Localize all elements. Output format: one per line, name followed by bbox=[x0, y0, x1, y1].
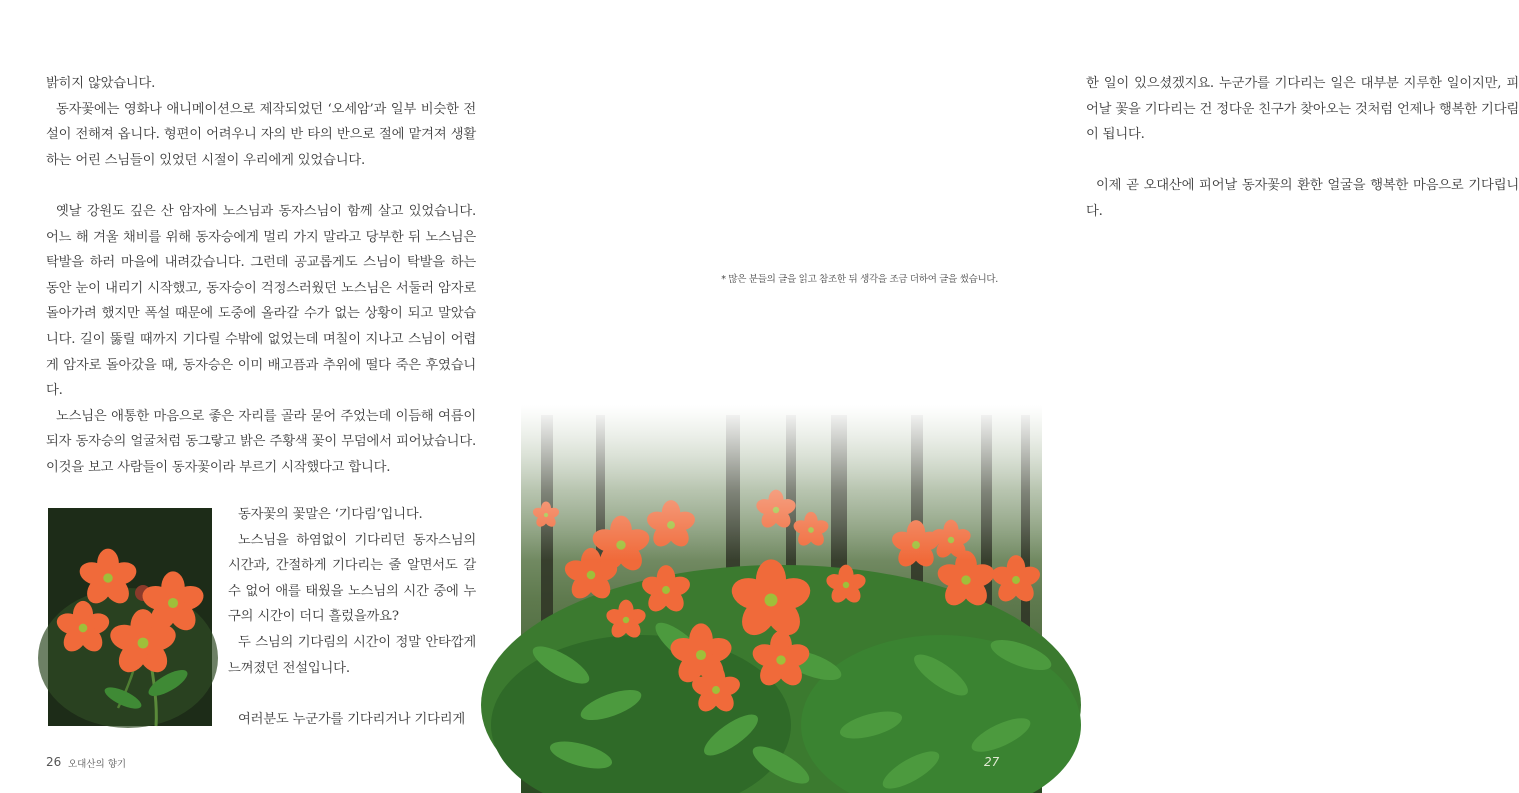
left-page bbox=[0, 0, 521, 793]
paragraph: 한 일이 있으셨겠지요. 누군가를 기다리는 일은 대부분 지루한 일이지만, 피어날 꽃을 기다리는 건 정다운 친구가 찾아오는 것처럼 언제나 행복한 기다림이 됩니다. bbox=[1086, 76, 1519, 143]
left-main-text bbox=[46, 71, 476, 481]
left-side-text bbox=[228, 502, 476, 732]
footnote: * 많은 분들의 글을 읽고 참조한 뒤 생각을 조금 더하여 글을 썼습니다. bbox=[721, 274, 998, 285]
paragraph-gap bbox=[1086, 148, 1519, 174]
small-flower-photo bbox=[48, 508, 212, 726]
paragraph: 두 스님의 기다림의 시간이 정말 안타깝게 느껴졌던 전설입니다. bbox=[228, 634, 476, 676]
paragraph: 밝히지 않았습니다. bbox=[46, 76, 156, 91]
paragraph: 옛날 강원도 깊은 산 암자에 노스님과 동자스님이 함께 살고 있었습니다. 어느 해 겨울 채비를 위해 동자승에게 멀리 가지 말라고 당부한 뒤 노스님은 탁발을 하러 마을에 내려갔습니다. 그런데 공교롭게도 스님이 탁발을 하는 동안 눈이 내리기 시작했고, 동자승이 걱정스러웠던 노스님은 서둘러 암자로 돌아가려 했지만 폭설 때문에 도중에 올라갈 수가 없는 상황이 되고 말았습니다. 길이 뚫릴 때까지 기다릴 수밖에 없었는데 며칠이 지나고 스님이 어렵게 암자로 돌아갔을 때, 동자승은 이미 배고픔과 추위에 떨다 죽은 후였습니다. bbox=[46, 203, 476, 399]
right-main-text bbox=[1086, 71, 1519, 225]
paragraph-gap bbox=[46, 173, 476, 199]
paragraph-gap bbox=[228, 681, 476, 707]
paragraph: 동자꽃에는 영화나 애니메이션으로 제작되었던 ‘오세암’과 일부 비슷한 전설이 전해져 옵니다. 형편이 어려우니 자의 반 타의 반으로 절에 맡겨져 생활하는 어린 스님들이 있었던 시절이 우리에게 있었습니다. bbox=[46, 101, 476, 168]
paragraph: 노스님은 애통한 마음으로 좋은 자리를 골라 묻어 주었는데 이듬해 여름이 되자 동자승의 얼굴처럼 동그랗고 밝은 주황색 꽃이 무덤에서 피어났습니다. 이것을 보고 사람들이 동자꽃이라 부르기 시작했다고 합니다. bbox=[46, 408, 476, 475]
book-title: 오대산의 향기 bbox=[68, 759, 127, 770]
paragraph: 노스님을 하염없이 기다리던 동자스님의 시간과, 간절하게 기다리는 줄 알면서도 갈 수 없어 애를 태웠을 노스님의 시간 중에 누구의 시간이 더디 흘렀을까요? bbox=[228, 532, 476, 625]
page-number-left: 26 bbox=[46, 755, 62, 769]
paragraph: 이제 곧 오대산에 피어날 동자꽃의 환한 얼굴을 행복한 마음으로 기다립니다. bbox=[1086, 178, 1519, 219]
large-flower-photo bbox=[521, 405, 1042, 793]
paragraph: 동자꽃의 꽃말은 ‘기다림’입니다. bbox=[238, 507, 423, 522]
page-number-right: 27 bbox=[984, 755, 1000, 769]
paragraph: 여러분도 누군가를 기다리거나 기다리게 bbox=[238, 711, 466, 727]
